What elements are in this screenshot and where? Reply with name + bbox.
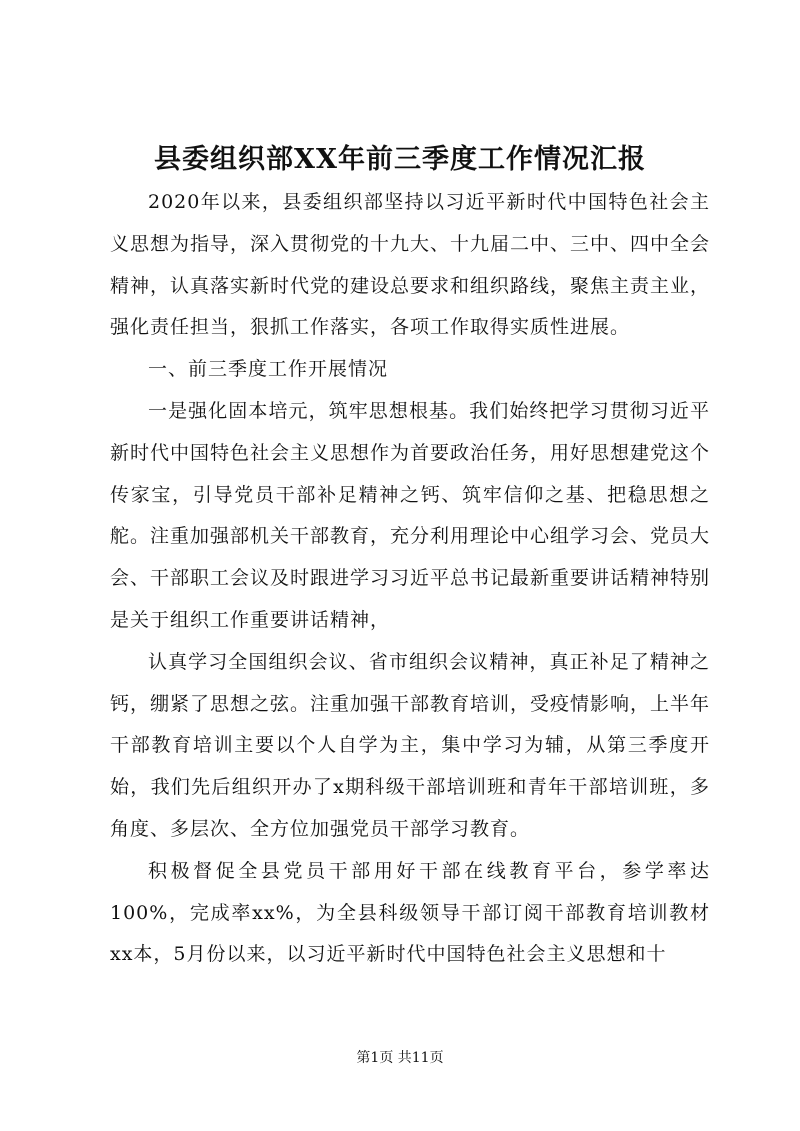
- section-heading: 一、前三季度工作开展情况: [148, 358, 389, 381]
- document-body: [110, 182, 710, 976]
- paragraph-online-education: 积极督促全县党员干部用好干部在线教育平台，参学率达100%，完成率xx%，为全县科级领导干部订阅干部教育培训教材xx本，5月份以来，以习近平新时代中国特色社会主义思想和十: [110, 859, 710, 966]
- document-title: 县委组织部XX年前三季度工作情况汇报: [154, 144, 646, 175]
- paragraph-training: 认真学习全国组织会议、省市组织会议精神，真正补足了精神之钙，绷紧了思想之弦。注重加强干部教育培训，受疫情影响，上半年干部教育培训主要以个人自学为主，集中学习为辅，从第三季度开始，我们先后组织开办了x期科级干部培训班和青年干部培训班，多角度、多层次、全方位加强党员干部学习教育。: [110, 650, 711, 840]
- paragraph-intro: 2020年以来，县委组织部坚持以习近平新时代中国特色社会主义思想为指导，深入贯彻党的十九大、十九届二中、三中、四中全会精神，认真落实新时代党的建设总要求和组织路线，聚焦主责主业，强化责任担当，狠抓工作落实，各项工作取得实质性进展。: [110, 191, 711, 339]
- page-footer: 第1页 共11页: [356, 1050, 444, 1066]
- paragraph-ideology: 一是强化固本培元，筑牢思想根基。我们始终把学习贯彻习近平新时代中国特色社会主义思想作为首要政治任务，用好思想建党这个传家宝，引导党员干部补足精神之钙、筑牢信仰之基、把稳思想之舵。注重加强部机关干部教育，充分利用理论中心组学习会、党员大会、干部职工会议及时跟进学习习近平总书记最新重要讲话精神特别是关于组织工作重要讲话精神，: [110, 399, 711, 631]
